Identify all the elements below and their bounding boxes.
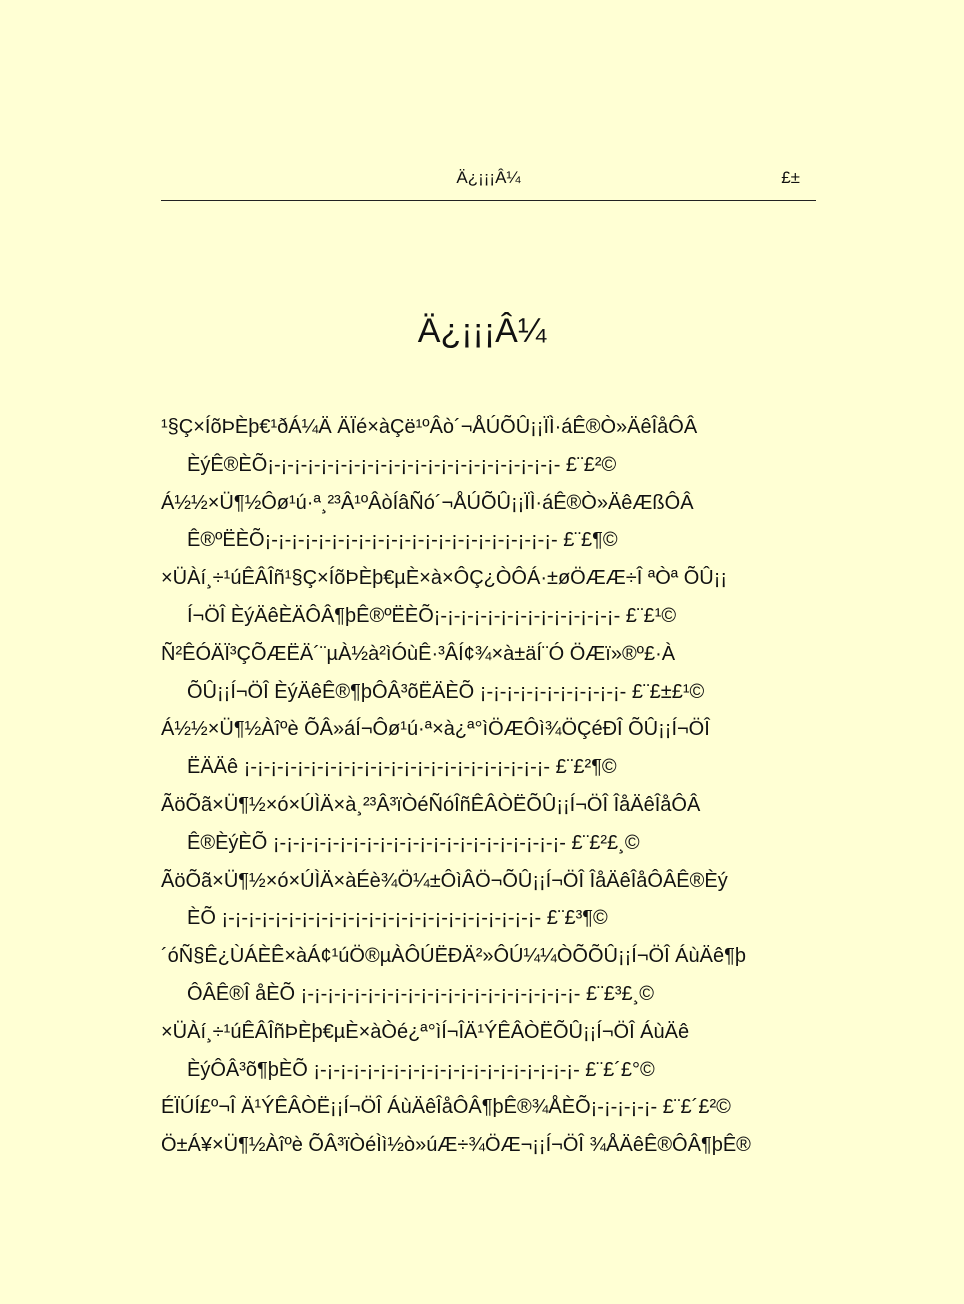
- toc-line: ´óÑ§Ê¿ÙÁÈÊ×àÁ¢¹úÖ®µÀÔÚËÐÄ²»ÔÚ¼¼ÒÕÕÛ¡¡Í¬ÖÎ ÁùÄê¶þ: [161, 945, 746, 968]
- toc-line: Ñ²ÊÓÄÏ³ÇÕÆËÄ´¨µÀ½à²ìÓùÊ·³ÂÍ¢¾×à±äÍ¨Ó ÖÆï»®º£·À: [161, 642, 676, 665]
- running-header-title: Ä¿¡¡¡Â¼: [456, 168, 521, 187]
- toc-line: Ê®ÈýÈÕ ¡-¡-¡-¡-¡-¡-¡-¡-¡-¡-¡-¡-¡-¡-¡-¡-¡-¡-¡-¡-¡-¡- £¨£²£¸©: [187, 831, 640, 854]
- page-number: £±: [781, 168, 800, 187]
- table-of-contents: [161, 412, 831, 1168]
- toc-line: ÃöÕã×Ü¶½×ó×ÚÌÄ×à¸²³Â³ïÒéÑóÎñÊÂÒËÕÛ¡¡Í¬ÖÎ ÎåÄêÎåÔÂ: [161, 793, 701, 816]
- toc-line: ¹§Ç×ÍõÞÈþ€¹ðÁ¼Ä ÄÏé×àÇë¹ºÂò´¬ÅÚÕÛ¡¡ÏÌ·áÊ®Ò»ÄêÎåÔÂ: [161, 416, 698, 438]
- toc-line: Ö±Á¥×Ü¶½Àîºè ÕÂ³ïÒéÌì½ò»úÆ÷¾ÖÆ¬¡¡Í¬ÖÎ ¾ÅÄêÊ®ÔÂ¶þÊ®: [161, 1134, 751, 1157]
- toc-line: ÈÕ ¡-¡-¡-¡-¡-¡-¡-¡-¡-¡-¡-¡-¡-¡-¡-¡-¡-¡-¡-¡-¡-¡-¡-¡- £¨£³¶©: [187, 907, 608, 930]
- toc-line: ËÄÄê ¡-¡-¡-¡-¡-¡-¡-¡-¡-¡-¡-¡-¡-¡-¡-¡-¡-¡-¡-¡-¡-¡-¡- £¨£²¶©: [187, 756, 617, 779]
- toc-line: ÈýÊ®ÈÕ¡-¡-¡-¡-¡-¡-¡-¡-¡-¡-¡-¡-¡-¡-¡-¡-¡-¡-¡-¡-¡-¡- £¨£²©: [187, 453, 617, 476]
- toc-line: Ê®ºËÈÕ¡-¡-¡-¡-¡-¡-¡-¡-¡-¡-¡-¡-¡-¡-¡-¡-¡-¡-¡-¡-¡-¡- £¨£¶©: [187, 529, 618, 552]
- running-header: [161, 164, 816, 201]
- toc-line: Á½½×Ü¶½Ôø¹ú·ª¸²³Â¹ºÂòÍâÑó´¬ÅÚÕÛ¡¡ÏÌ·áÊ®Ò»ÄêÆßÔÂ: [161, 491, 694, 514]
- toc-line: ÃöÕã×Ü¶½×ó×ÚÌÄ×àÉè¾Ö¼±ÔìÂÖ¬ÕÛ¡¡Í¬ÖÎ ÎåÄêÎåÔÂÊ®Èý: [161, 869, 728, 892]
- toc-line: Á½½×Ü¶½Àîºè ÕÂ»áÍ¬Ôø¹ú·ª×à¿ª°ìÖÆÔì¾ÖÇéÐÎ ÕÛ¡¡Í¬ÖÎ: [161, 718, 710, 741]
- toc-line: ÈýÔÂ³õ¶þÈÕ ¡-¡-¡-¡-¡-¡-¡-¡-¡-¡-¡-¡-¡-¡-¡-¡-¡-¡-¡-¡- £¨£´£°©: [187, 1058, 655, 1081]
- toc-line: ×ÜÀí¸÷¹úÊÂÎñÞÈþ€µÈ×àÒé¿ª°ìÍ¬ÎÄ¹ÝÊÂÒËÕÛ¡¡Í¬ÖÎ ÁùÄê: [161, 1020, 690, 1043]
- toc-line: ×ÜÀí¸÷¹úÊÂÎñ¹§Ç×ÍõÞÈþ€µÈ×à×ÔÇ¿ÒÔÁ·±øÖÆÆ÷Î ªÒª ÕÛ¡¡: [161, 567, 728, 590]
- toc-line: Í¬ÖÎ ÈýÄêÈÄÔÂ¶þÊ®ºËÈÕ¡-¡-¡-¡-¡-¡-¡-¡-¡-¡-¡-¡-¡-¡- £¨£¹©: [187, 604, 677, 627]
- toc-line: ÉÏÚÍ£º¬Î Ä¹ÝÊÂÒË¡¡Í¬ÖÎ ÁùÄêÎåÔÂ¶þÊ®¾ÅÈÕ¡-¡-¡-¡-¡- £¨£´£²©: [161, 1096, 731, 1119]
- chapter-title: Ä¿¡¡¡Â¼: [417, 312, 547, 350]
- toc-line: ÕÛ¡¡Í¬ÖÎ ÈýÄêÊ®¶þÔÂ³õËÄÈÕ ¡-¡-¡-¡-¡-¡-¡-¡-¡-¡-¡- £¨£±£¹©: [187, 680, 705, 703]
- toc-line: ÔÂÊ®Î åÈÕ ¡-¡-¡-¡-¡-¡-¡-¡-¡-¡-¡-¡-¡-¡-¡-¡-¡-¡-¡-¡-¡- £¨£³£¸©: [187, 982, 655, 1005]
